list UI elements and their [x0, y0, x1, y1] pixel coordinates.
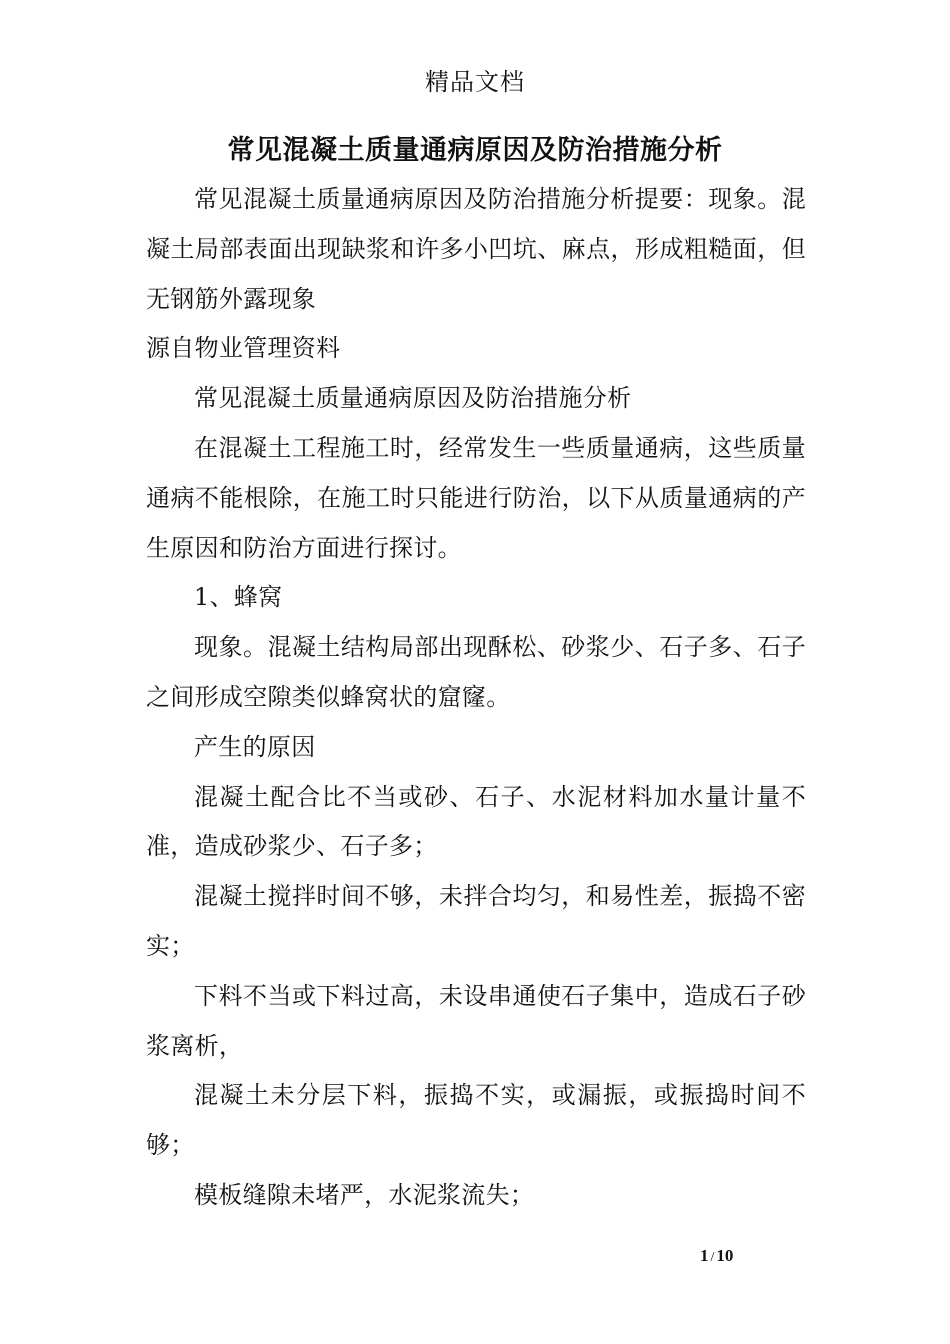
page-header: 精品文档: [425, 68, 525, 96]
subheading-causes: 产生的原因: [194, 732, 316, 761]
paragraph-summary: 常见混凝土质量通病原因及防治措施分析提要：现象。混凝土局部表面出现缺浆和许多小凹坑、麻点，形成粗糙面，但无钢筋外露现象: [146, 185, 806, 313]
paragraph-subtitle: 常见混凝土质量通病原因及防治措施分析: [194, 384, 632, 413]
page-number: [700, 1244, 820, 1270]
paragraph-source: 源自物业管理资料: [146, 334, 341, 363]
paragraph-cause-formwork: 模板缝隙未堵严，水泥浆流失；: [194, 1180, 535, 1209]
document-body: [146, 175, 806, 1221]
document-title: 常见混凝土质量通病原因及防治措施分析: [227, 135, 723, 166]
current-page-number: 1: [700, 1246, 709, 1265]
paragraph-cause-mix: 混凝土配合比不当或砂、石子、水泥材料加水量计量不准，造成砂浆少、石子多；: [146, 782, 806, 861]
paragraph-intro: 在混凝土工程施工时，经常发生一些质量通病，这些质量通病不能根除，在施工时只能进行防治，以下从质量通病的产生原因和防治方面进行探讨。: [146, 433, 806, 562]
paragraph-cause-pouring: 下料不当或下料过高，未设串通使石子集中，造成石子砂浆离析，: [146, 981, 806, 1060]
total-pages-number: 10: [716, 1246, 734, 1265]
paragraph-cause-layering: 混凝土未分层下料，振捣不实，或漏振，或振捣时间不够；: [146, 1081, 806, 1160]
section-heading-honeycomb: 1、蜂窝: [194, 583, 283, 612]
paragraph-phenomenon: 现象。混凝土结构局部出现酥松、砂浆少、石子多、石子之间形成空隙类似蜂窝状的窟窿。: [146, 633, 806, 711]
page-separator: /: [710, 1250, 715, 1265]
paragraph-cause-mixing: 混凝土搅拌时间不够，未拌合均匀，和易性差，振捣不密实；: [146, 882, 806, 960]
